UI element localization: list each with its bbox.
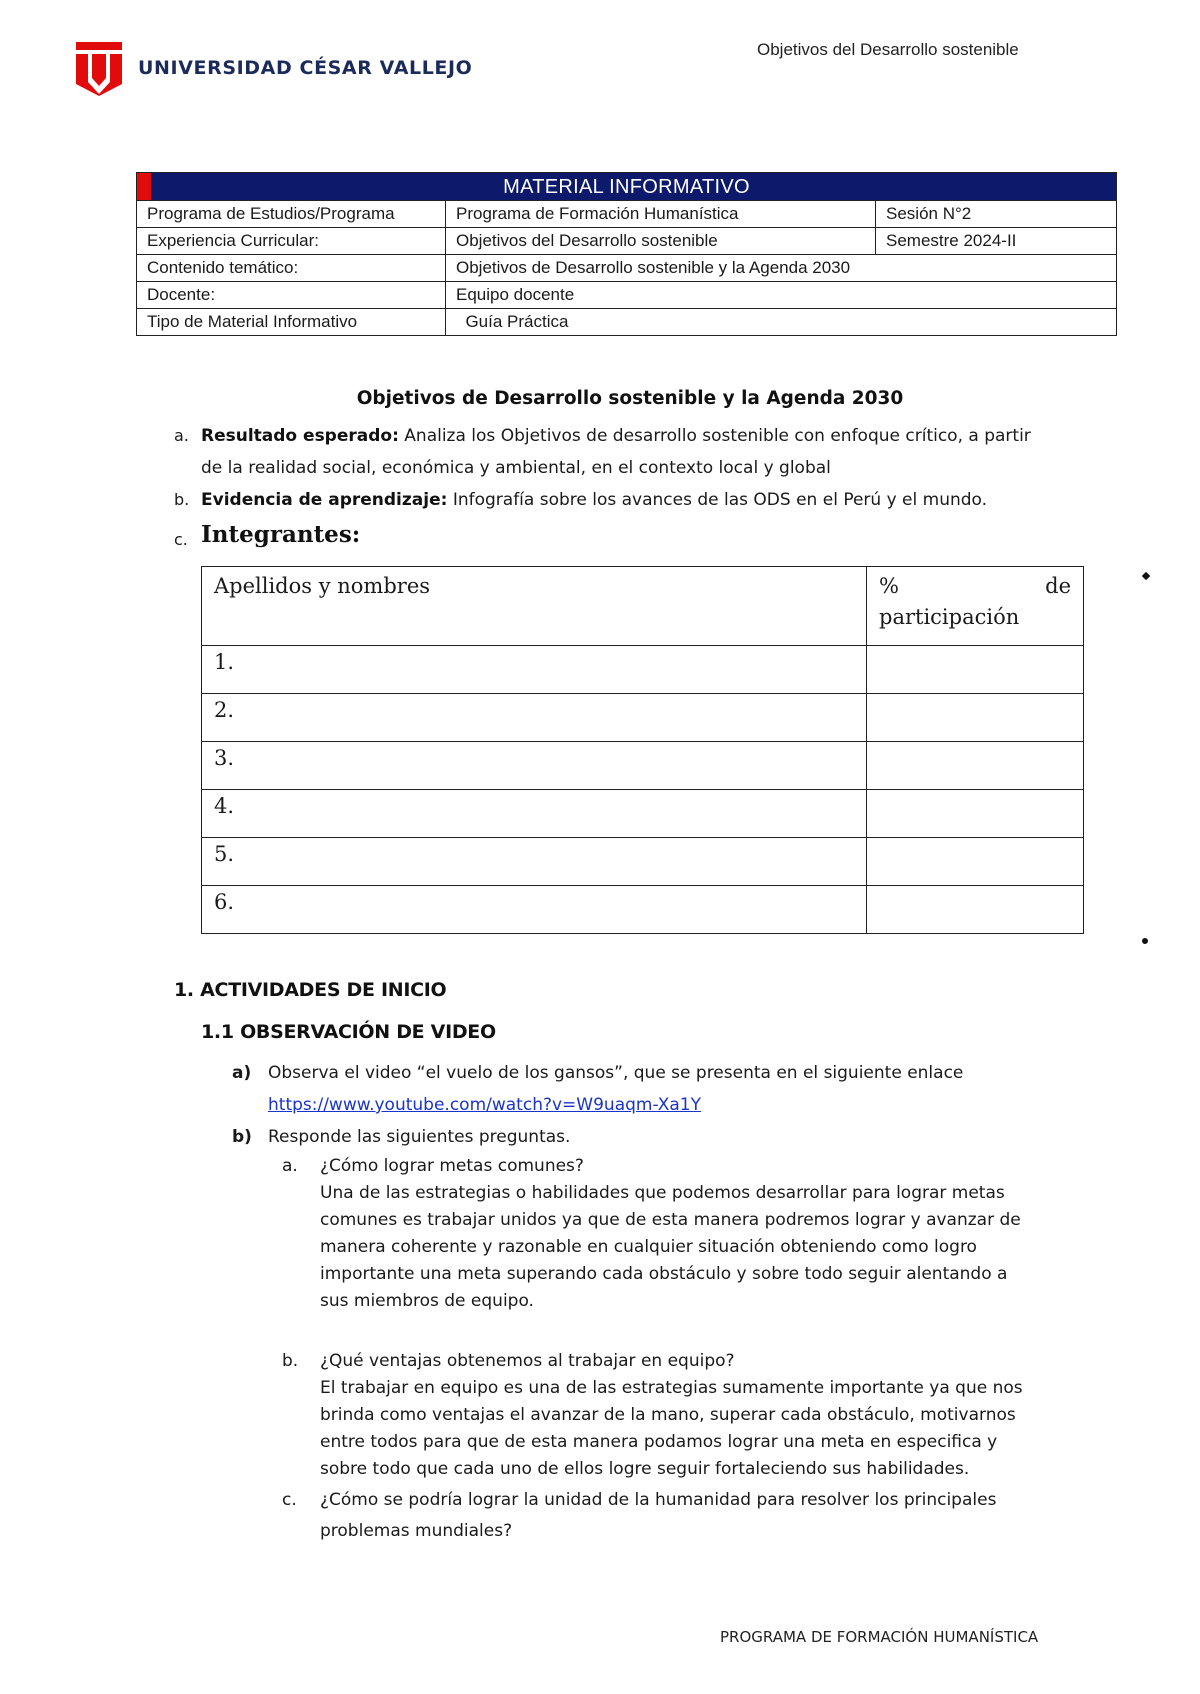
members-pct-header: % de participación (867, 567, 1084, 646)
answer-line: brinda como ventajas el avanzar de la mano, superar cada obstáculo, motivarnos (320, 1405, 1016, 1425)
info-extra: Semestre 2024-II (876, 228, 1117, 255)
logo-text: UNIVERSIDAD CÉSAR VALLEJO (138, 57, 473, 79)
item-text: Infografía sobre los avances de las ODS en el Perú y el mundo. (447, 490, 988, 510)
member-pct-cell[interactable] (867, 790, 1084, 838)
question-text: ¿Qué ventajas obtenemos al trabajar en equipo? (320, 1351, 735, 1371)
item-label: Evidencia de aprendizaje: (201, 490, 448, 510)
info-row-teacher (137, 282, 1117, 309)
learning-evidence (201, 484, 987, 516)
member-pct-cell[interactable] (867, 838, 1084, 886)
table-row (202, 694, 1084, 742)
activity-a-text: Observa el video “el vuelo de los gansos”, que se presenta en el siguiente enlace (268, 1063, 964, 1083)
info-value: Objetivos del Desarrollo sostenible (446, 228, 876, 255)
answer-line: entre todos para que de esta manera podamos lograr una meta en especifica y (320, 1432, 998, 1452)
info-label: Docente: (137, 282, 446, 309)
document-title: Objetivos de Desarrollo sostenible y la Agenda 2030 (356, 388, 904, 409)
question-letter: a. (282, 1156, 298, 1176)
info-value: Guía Práctica (446, 309, 1117, 336)
activity-b-label: b) (232, 1127, 252, 1147)
item-letter: c. (174, 530, 188, 549)
members-heading: Integrantes: (201, 521, 361, 548)
section-title: 1. ACTIVIDADES DE INICIO (174, 979, 447, 1001)
answer-line: El trabajar en equipo es una de las estrategias sumamente importante ya que nos (320, 1378, 1023, 1398)
answer-line: sus miembros de equipo. (320, 1291, 534, 1311)
member-name-cell[interactable]: 4. (202, 790, 867, 838)
red-accent-bar (137, 173, 151, 200)
info-label: Contenido temático: (137, 255, 446, 282)
info-row-program (137, 201, 1117, 228)
video-link[interactable]: https://www.youtube.com/watch?v=W9uaqm-Xa1Y (268, 1095, 702, 1115)
info-label: Programa de Estudios/Programa (137, 201, 446, 228)
question-text: ¿Cómo se podría lograr la unidad de la humanidad para resolver los principales (320, 1490, 997, 1510)
answer-line: sobre todo que cada uno de ellos logre seguir fortaleciendo sus habilidades. (320, 1459, 970, 1479)
member-pct-cell[interactable] (867, 886, 1084, 934)
member-name-cell[interactable]: 6. (202, 886, 867, 934)
question-letter: c. (282, 1490, 297, 1510)
info-value: Objetivos de Desarrollo sostenible y la Agenda 2030 (446, 255, 1117, 282)
table-row (202, 646, 1084, 694)
members-name-header: Apellidos y nombres (202, 567, 867, 646)
table-row (202, 790, 1084, 838)
ucv-shield-icon (74, 40, 124, 96)
university-logo (74, 40, 472, 96)
page-footer: PROGRAMA DE FORMACIÓN HUMANÍSTICA (720, 1628, 1039, 1646)
item-letter: b. (174, 490, 190, 509)
member-name-cell[interactable]: 5. (202, 838, 867, 886)
info-row-experience (137, 228, 1117, 255)
bullet-marker-icon (1142, 572, 1150, 580)
expected-result-cont: de la realidad social, económica y ambiental, en el contexto local y global (201, 458, 831, 478)
activity-a-label: a) (232, 1063, 252, 1083)
question-text-cont: problemas mundiales? (320, 1521, 513, 1541)
member-name-cell[interactable]: 3. (202, 742, 867, 790)
answer-line: Una de las estrategias o habilidades que podemos desarrollar para lograr metas (320, 1183, 1005, 1203)
info-label: Experiencia Curricular: (137, 228, 446, 255)
member-pct-cell[interactable] (867, 646, 1084, 694)
info-extra: Sesión N°2 (876, 201, 1117, 228)
question-letter: b. (282, 1351, 299, 1371)
table-row (202, 886, 1084, 934)
members-table (201, 566, 1084, 934)
table-row (202, 742, 1084, 790)
answer-line: importante una meta superando cada obstáculo y sobre todo seguir alentando a (320, 1264, 1008, 1284)
question-text: ¿Cómo lograr metas comunes? (320, 1156, 584, 1176)
info-value: Programa de Formación Humanística (446, 201, 876, 228)
activity-b-text: Responde las siguientes preguntas. (268, 1127, 571, 1147)
item-label: Resultado esperado: (201, 426, 399, 446)
member-pct-cell[interactable] (867, 694, 1084, 742)
item-text: Analiza los Objetivos de desarrollo sostenible con enfoque crítico, a partir (398, 426, 1031, 446)
info-value: Equipo docente (446, 282, 1117, 309)
material-info-title: MATERIAL INFORMATIVO (137, 173, 1117, 201)
table-row (202, 838, 1084, 886)
info-row-content (137, 255, 1117, 282)
answer-line: comunes es trabajar unidos ya que de esta manera podremos lograr y avanzar de (320, 1210, 1021, 1230)
member-name-cell[interactable]: 2. (202, 694, 867, 742)
member-pct-cell[interactable] (867, 742, 1084, 790)
bullet-dot-icon (1142, 938, 1148, 944)
expected-result (201, 420, 1031, 452)
info-row-type (137, 309, 1117, 336)
subsection-title: 1.1 OBSERVACIÓN DE VIDEO (201, 1021, 496, 1043)
member-name-cell[interactable]: 1. (202, 646, 867, 694)
info-label: Tipo de Material Informativo (137, 309, 446, 336)
answer-line: manera coherente y razonable en cualquier situación obteniendo como logro (320, 1237, 977, 1257)
item-letter: a. (174, 426, 189, 445)
material-info-table (136, 172, 1117, 336)
header-title: Objetivos del Desarrollo sostenible (757, 40, 1019, 59)
